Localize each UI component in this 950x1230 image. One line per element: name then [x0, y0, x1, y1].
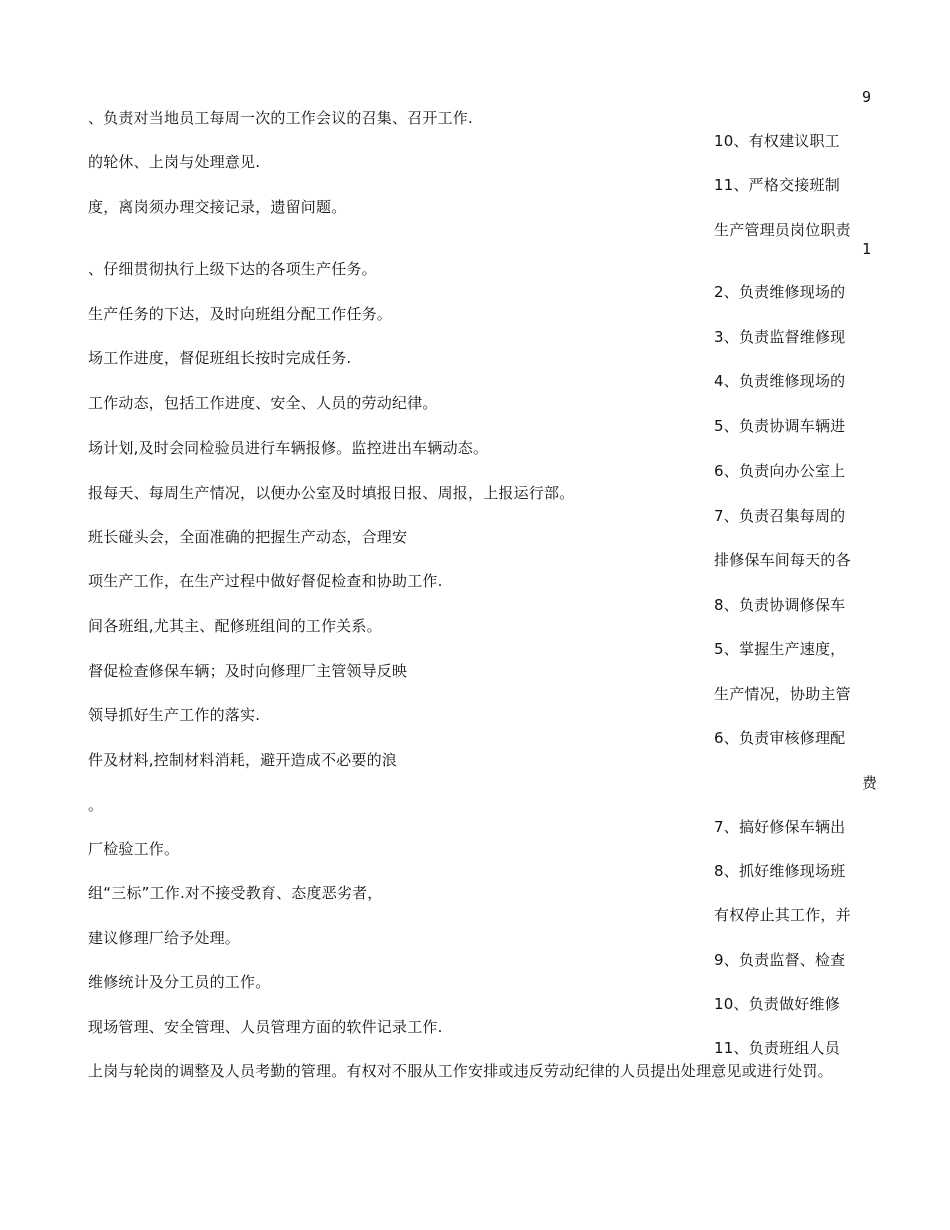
text-line-right-5: 4、负责维修现场的	[714, 372, 846, 390]
text-line-left-16: 。	[88, 796, 104, 814]
page-number-1: 1	[862, 240, 872, 258]
text-line-right-3: 2、负责维修现场的	[714, 283, 846, 301]
text-line-left-10: 班长碰头会，全面准确的把握生产动态，合理安	[88, 528, 408, 546]
text-line-right-11: 5、掌握生产速度，	[714, 640, 846, 658]
text-line-left-12: 间各班组,尤其主、配修班组间的工作关系。	[88, 617, 382, 635]
text-line-right-13: 6、负责审核修理配	[714, 729, 846, 747]
text-line-right-10: 8、负责协调修保车	[714, 596, 846, 614]
text-line-left-8: 场计划,及时会同检验员进行车辆报修。监控进出车辆动态。	[88, 439, 489, 457]
text-line-left-2: 的轮休、上岗与处理意见.	[88, 153, 261, 171]
text-line-left-19: 建议修理厂给予处理。	[88, 929, 241, 947]
text-line-right-16: 8、抓好维修现场班	[714, 862, 846, 880]
text-line-left-11: 项生产工作，在生产过程中做好督促检查和协助工作.	[88, 572, 443, 590]
page-number-9: 9	[862, 88, 872, 106]
text-line-right-18: 9、负责监督、检查	[714, 951, 846, 969]
text-line-left-14: 领导抓好生产工作的落实.	[88, 706, 261, 724]
text-line-left-1: 、负责对当地员工每周一次的工作会议的召集、召开工作.	[88, 109, 473, 127]
text-line-right-4: 3、负责监督维修现	[714, 328, 846, 346]
text-line-left-22: 上岗与轮岗的调整及人员考勤的管理。有权对不服从工作安排或违反劳动纪律的人员提出处理意见或进行处罚。	[88, 1062, 833, 1080]
text-line-left-18: 组“三标”工作.对不接受教育、态度恶劣者，	[88, 884, 383, 902]
text-line-right-1: 10、有权建议职工	[714, 132, 840, 150]
text-line-left-3: 度，离岗须办理交接记录，遗留问题。	[88, 198, 347, 216]
text-line-right-14: 费	[862, 774, 878, 792]
text-line-right-17: 有权停止其工作，并	[714, 906, 851, 924]
text-line-right-7: 6、负责向办公室上	[714, 462, 846, 480]
text-line-right-15: 7、搞好修保车辆出	[714, 818, 846, 836]
text-line-right-19: 10、负责做好维修	[714, 995, 840, 1013]
text-line-right-9: 排修保车间每天的各	[714, 551, 851, 569]
text-line-right-6: 5、负责协调车辆进	[714, 417, 846, 435]
section-title: 生产管理员岗位职责	[714, 221, 851, 239]
text-line-left-4: 、仔细贯彻执行上级下达的各项生产任务。	[88, 260, 377, 278]
text-line-left-6: 场工作进度，督促班组长按时完成任务.	[88, 349, 352, 367]
text-line-right-2: 11、严格交接班制	[714, 176, 840, 194]
text-line-left-13: 督促检查修保车辆；及时向修理厂主管领导反映	[88, 662, 408, 680]
text-line-left-5: 生产任务的下达，及时向班组分配工作任务。	[88, 305, 393, 323]
text-line-left-15: 件及材料,控制材料消耗，避开造成不必要的浪	[88, 751, 397, 769]
text-line-left-21: 现场管理、安全管理、人员管理方面的软件记录工作.	[88, 1018, 443, 1036]
text-line-right-8: 7、负责召集每周的	[714, 507, 846, 525]
text-line-left-20: 维修统计及分工员的工作。	[88, 973, 271, 991]
text-line-right-20: 11、负责班组人员	[714, 1039, 840, 1057]
text-line-left-9: 报每天、每周生产情况，以便办公室及时填报日报、周报，上报运行部。	[88, 484, 575, 502]
text-line-right-12: 生产情况，协助主管	[714, 685, 851, 703]
text-line-left-17: 厂检验工作。	[88, 840, 180, 858]
text-line-left-7: 工作动态，包括工作进度、安全、人员的劳动纪律。	[88, 394, 438, 412]
